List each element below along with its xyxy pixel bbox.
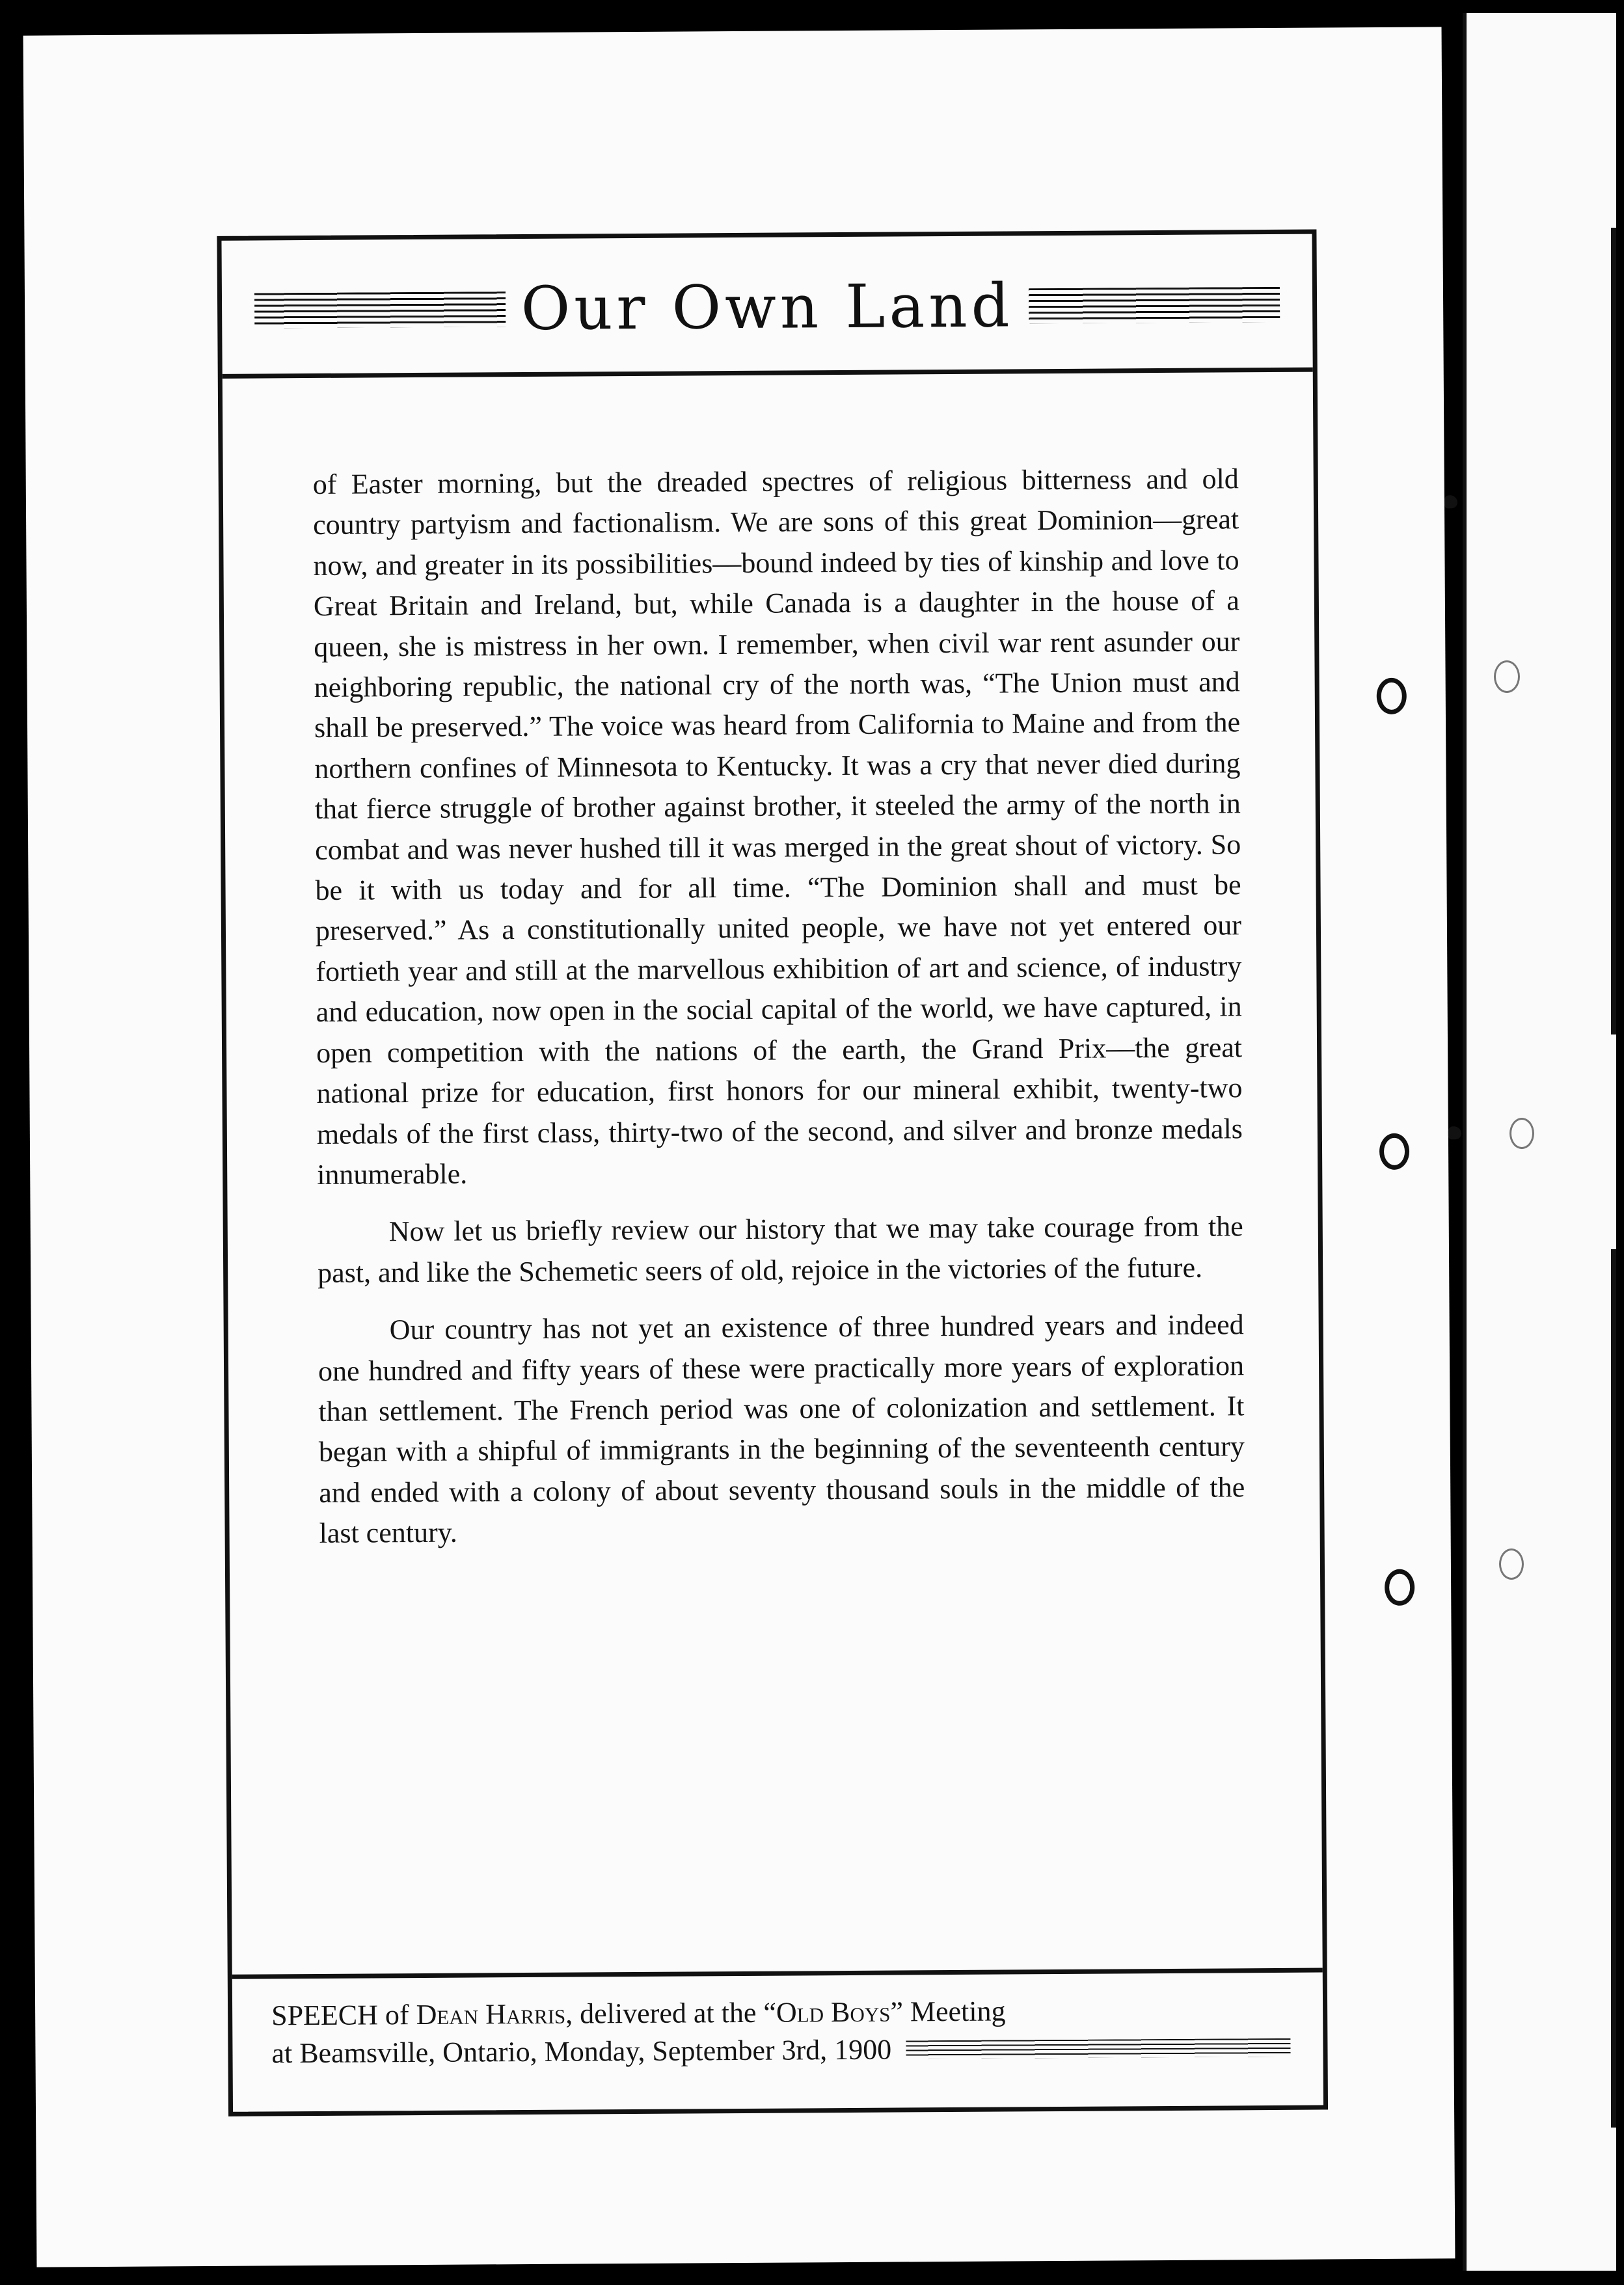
title-banner — [254, 271, 1280, 344]
footer-suffix: ” Meeting — [890, 1995, 1006, 2028]
ink-speck — [1444, 495, 1457, 508]
footer-line-1 — [271, 1991, 1290, 2035]
footer-ornament — [906, 2038, 1290, 2059]
binding-hole — [1385, 1569, 1414, 1606]
footer-divider — [232, 1968, 1323, 1979]
footer-mid: , delivered at the “ — [565, 1996, 777, 2030]
footer-prefix: SPEECH of — [271, 1999, 416, 2032]
paragraph: Our country has not yet an existence of three hundred years and indeed one hundred and fifty years of these were practically more years of exploration than settlement. The French period was one of colonization and settlement. It began with a shipful of immigrants in the beginning of the seventeenth century and ended with a colony of about seventy thousand souls in the middle of the last century. — [318, 1308, 1245, 1550]
header-divider — [223, 368, 1313, 379]
binding-hole — [1509, 1118, 1534, 1149]
title-ornament-right — [1029, 287, 1280, 323]
binding-hole — [1377, 678, 1407, 714]
binding-hole — [1379, 1133, 1409, 1170]
page-title: Our Own Land — [521, 271, 1014, 344]
page-edge-mark — [1611, 1249, 1616, 2128]
binding-hole — [1499, 1548, 1524, 1580]
binding-hole — [1494, 660, 1520, 693]
document-page — [23, 27, 1455, 2267]
footer-line-2-row — [271, 2029, 1290, 2073]
paragraph: of Easter morning, but the dreaded spectres of religious bitterness and old country partyism and factionalism. We are sons of this great Dominion—great now, and greater in its possibilities—bound indeed by ties of kinship and love to Great Britain and Ireland, but, while Canada is a daughter in the house of a queen, she is mistress in her own. I remember, when civil war rent asunder our neighboring republic, the national cry of the north was, “The Union must and shall be preserved.” The voice was heard from California to Maine and from the northern confines of Minnesota to Kentucky. It was a cry that never died during that fierce struggle of brother against brother, it steeled the army of the north in combat and was never hushed till it was merged in the great shout of victory. So be it with us today and for all time. “The Dominion shall and must be preserved.” As a constitutionally united people, we have not yet entered our fortieth year and still at the marvellous exhibition of art and science, of industry and education, now open in the social capital of the world, we have captured, in open competition with the nations of the earth, the Grand Prix—the great national prize for education, first honors for our mineral exhibit, twenty-two medals of the first class, thirty-two of the second, and silver and bronze medals innumerable. — [312, 463, 1243, 1191]
footer-caption — [271, 1991, 1291, 2073]
ink-speck — [1448, 1126, 1461, 1139]
body-text — [313, 459, 1245, 1571]
scan-top-edge — [494, 0, 1457, 17]
event-name: Old Boys — [776, 1995, 891, 2029]
paragraph: Now let us briefly review our history that we may take courage from the past, and like the Schemetic seers of old, rejoice in the victories of the future. — [318, 1210, 1243, 1289]
page-edge-mark — [1611, 228, 1616, 1034]
content-frame — [217, 230, 1328, 2116]
footer-line-2: at Beamsville, Ontario, Monday, September 3rd, 1900 — [271, 2033, 892, 2070]
speaker-name: Dean Harris — [416, 1997, 566, 2031]
adjacent-page-edge — [1463, 13, 1616, 2271]
title-ornament-left — [254, 291, 506, 328]
